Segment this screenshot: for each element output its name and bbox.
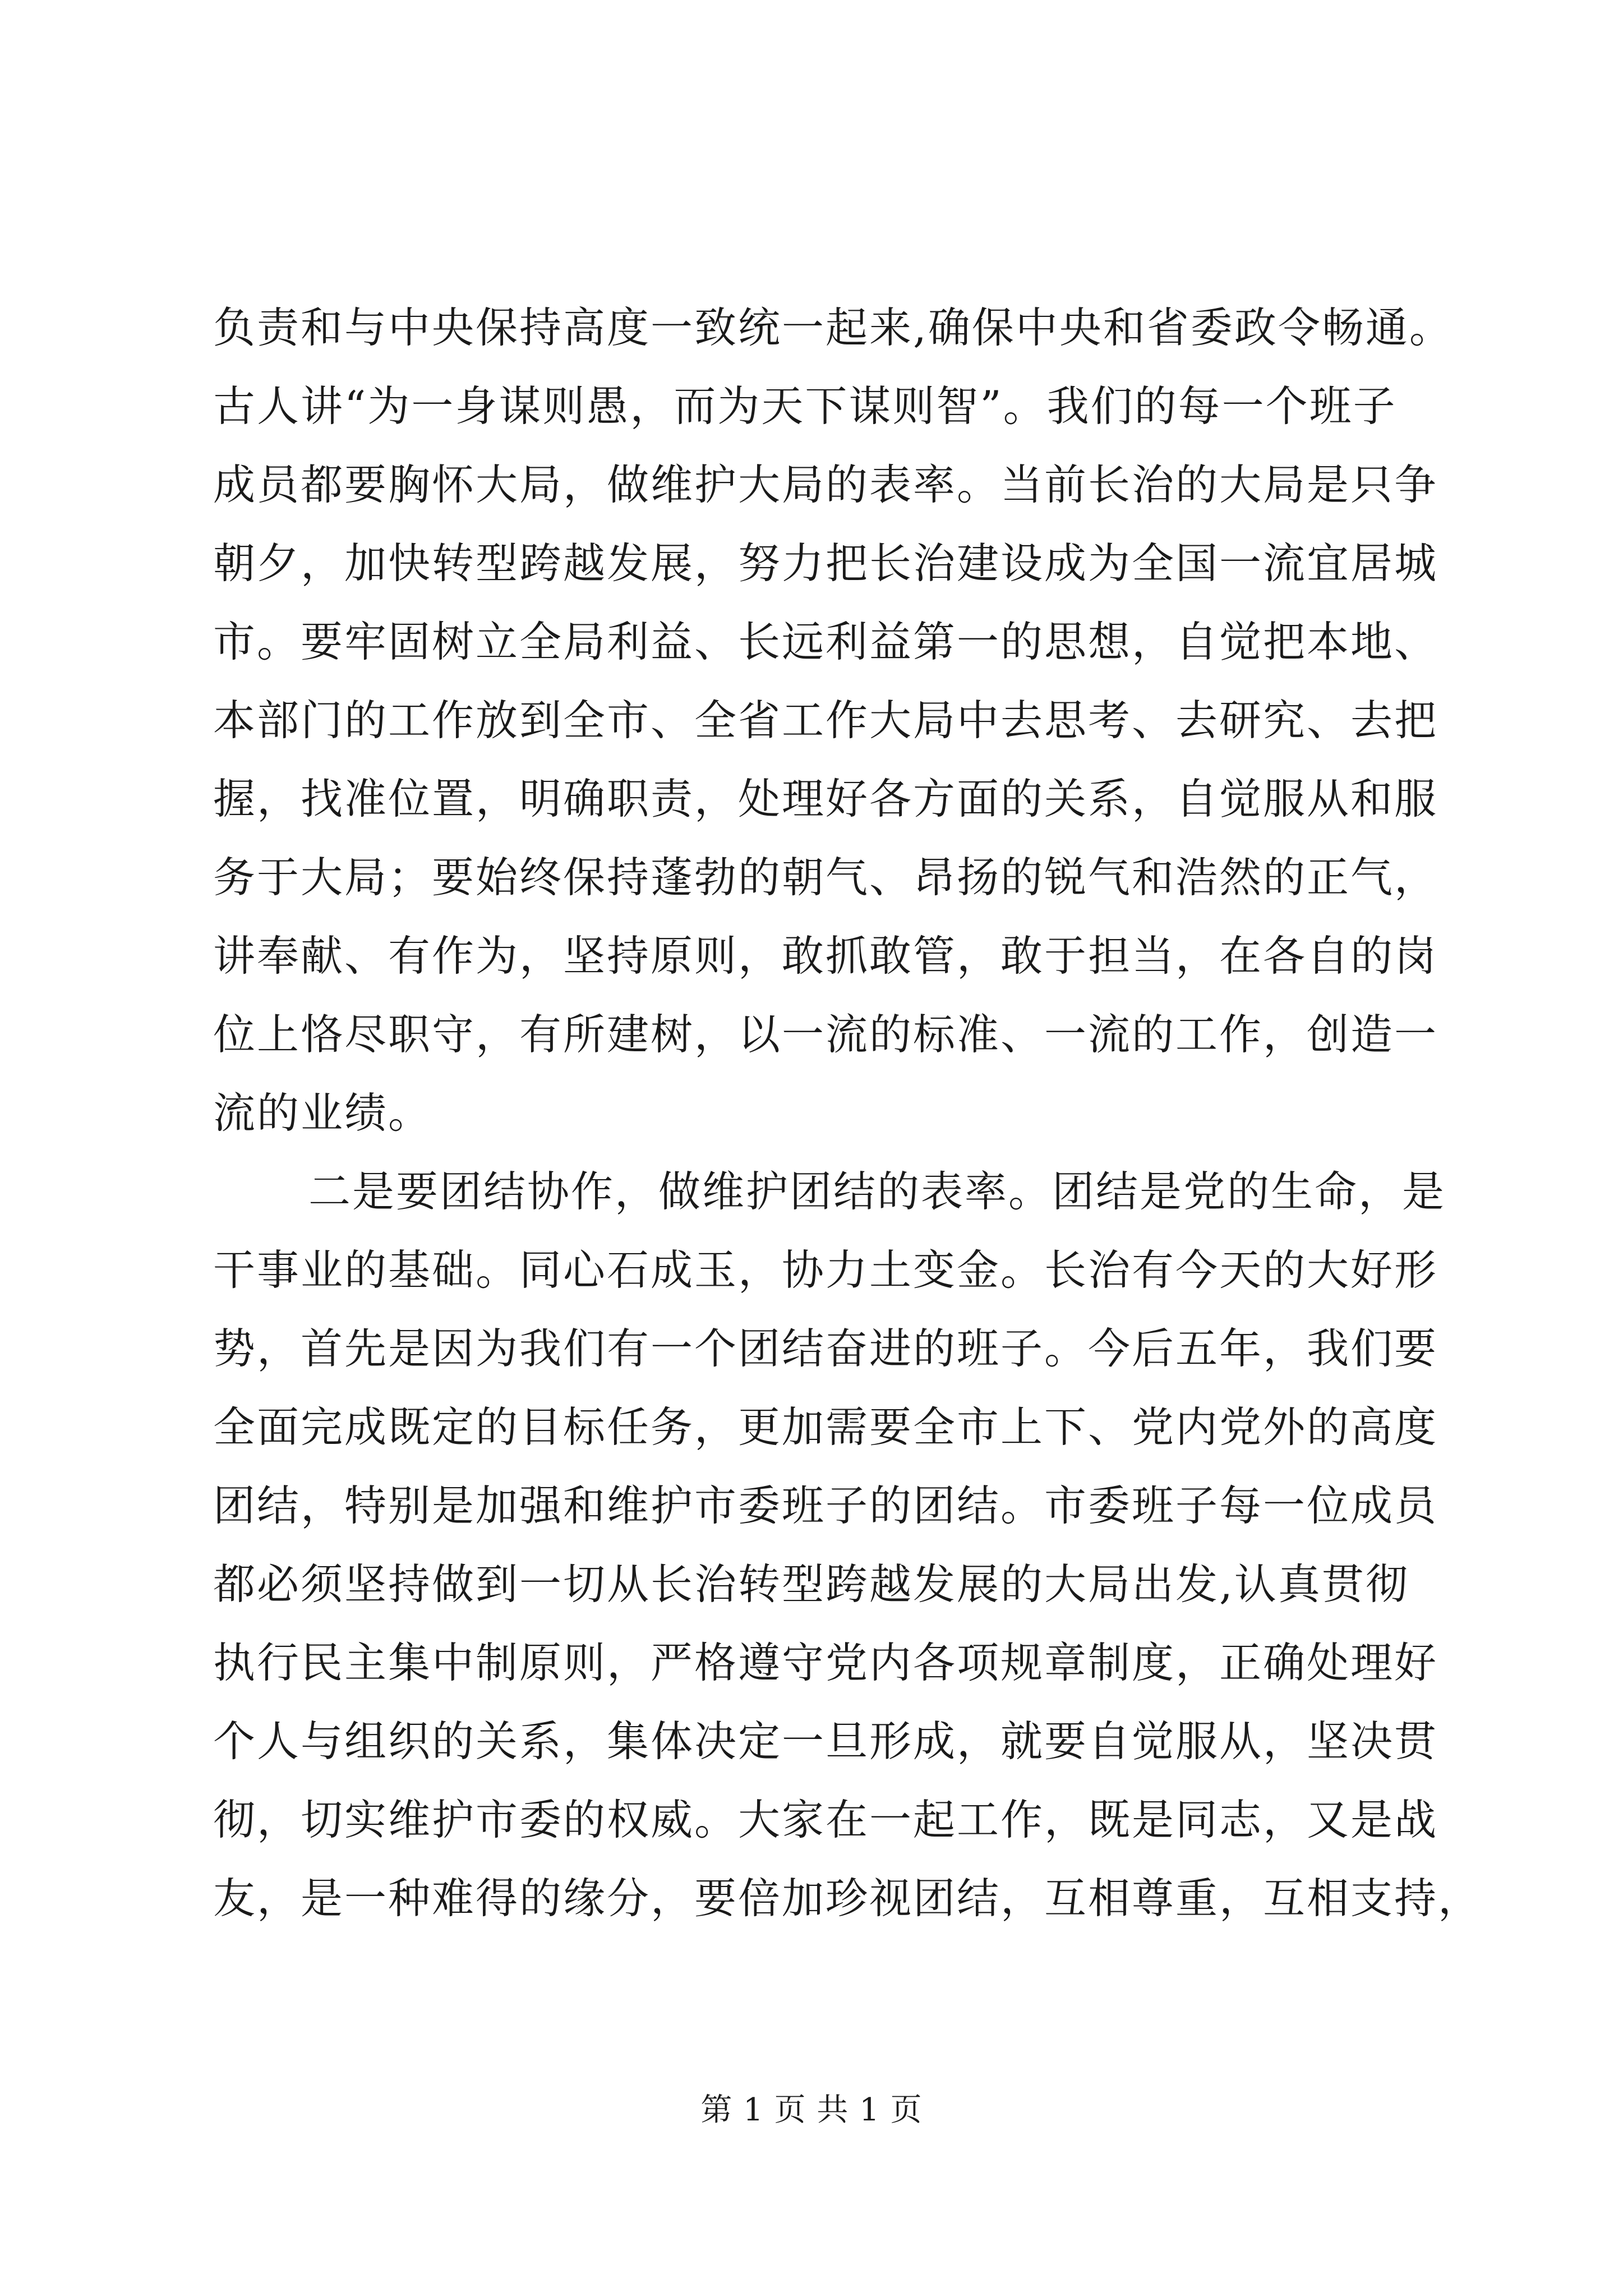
text-line: 本部门的工作放到全市、全省工作大局中去思考、去研究、去把 bbox=[213, 696, 1438, 745]
text-line: 都必须坚持做到一切从长治转型跨越发展的大局出发,认真贯彻 bbox=[213, 1559, 1409, 1609]
text-line: 务于大局；要始终保持蓬勃的朝气、昂扬的锐气和浩然的正气， bbox=[213, 853, 1438, 902]
text-line: 流的业绩。 bbox=[213, 1088, 432, 1138]
page-footer: 第 1 页 共 1 页 bbox=[700, 2092, 923, 2128]
text-line: 负责和与中央保持高度一致统一起来,确保中央和省委政令畅通。 bbox=[213, 303, 1453, 352]
text-line: 握，找准位置，明确职责，处理好各方面的关系，自觉服从和服 bbox=[213, 774, 1438, 823]
text-line: 个人与组织的关系，集体决定一旦形成，就要自觉服从，坚决贯 bbox=[213, 1717, 1438, 1766]
text-line: 市。要牢固树立全局利益、长远利益第一的思想，自觉把本地、 bbox=[213, 617, 1438, 666]
text-line: 执行民主集中制原则，严格遵守党内各项规章制度，正确处理好 bbox=[213, 1638, 1438, 1687]
text-line: 团结，特别是加强和维护市委班子的团结。市委班子每一位成员 bbox=[213, 1481, 1438, 1530]
text-line: 友，是一种难得的缘分，要倍加珍视团结，互相尊重，互相支持， bbox=[213, 1874, 1482, 1923]
text-line: 全面完成既定的目标任务，更加需要全市上下、党内党外的高度 bbox=[213, 1402, 1438, 1452]
text-line: 讲奉献、有作为，坚持原则，敢抓敢管，敢于担当，在各自的岗 bbox=[213, 931, 1438, 981]
text-line: 朝夕，加快转型跨越发展，努力把长治建设成为全国一流宜居城 bbox=[213, 539, 1438, 588]
text-line: 势，首先是因为我们有一个团结奋进的班子。今后五年，我们要 bbox=[213, 1324, 1438, 1373]
text-line: 成员都要胸怀大局，做维护大局的表率。当前长治的大局是只争 bbox=[213, 460, 1438, 509]
text-line: 位上恪尽职守，有所建树，以一流的标准、一流的工作，创造一 bbox=[213, 1010, 1438, 1059]
text-line: 二是要团结协作，做维护团结的表率。团结是党的生命，是 bbox=[308, 1167, 1446, 1216]
text-line: 干事业的基础。同心石成玉，协力土变金。长治有今天的大好形 bbox=[213, 1245, 1438, 1295]
text-line: 彻，切实维护市委的权威。大家在一起工作，既是同志，又是战 bbox=[213, 1795, 1438, 1844]
text-line: 古人讲“为一身谋则愚，而为天下谋则智”。我们的每一个班子 bbox=[213, 381, 1397, 431]
